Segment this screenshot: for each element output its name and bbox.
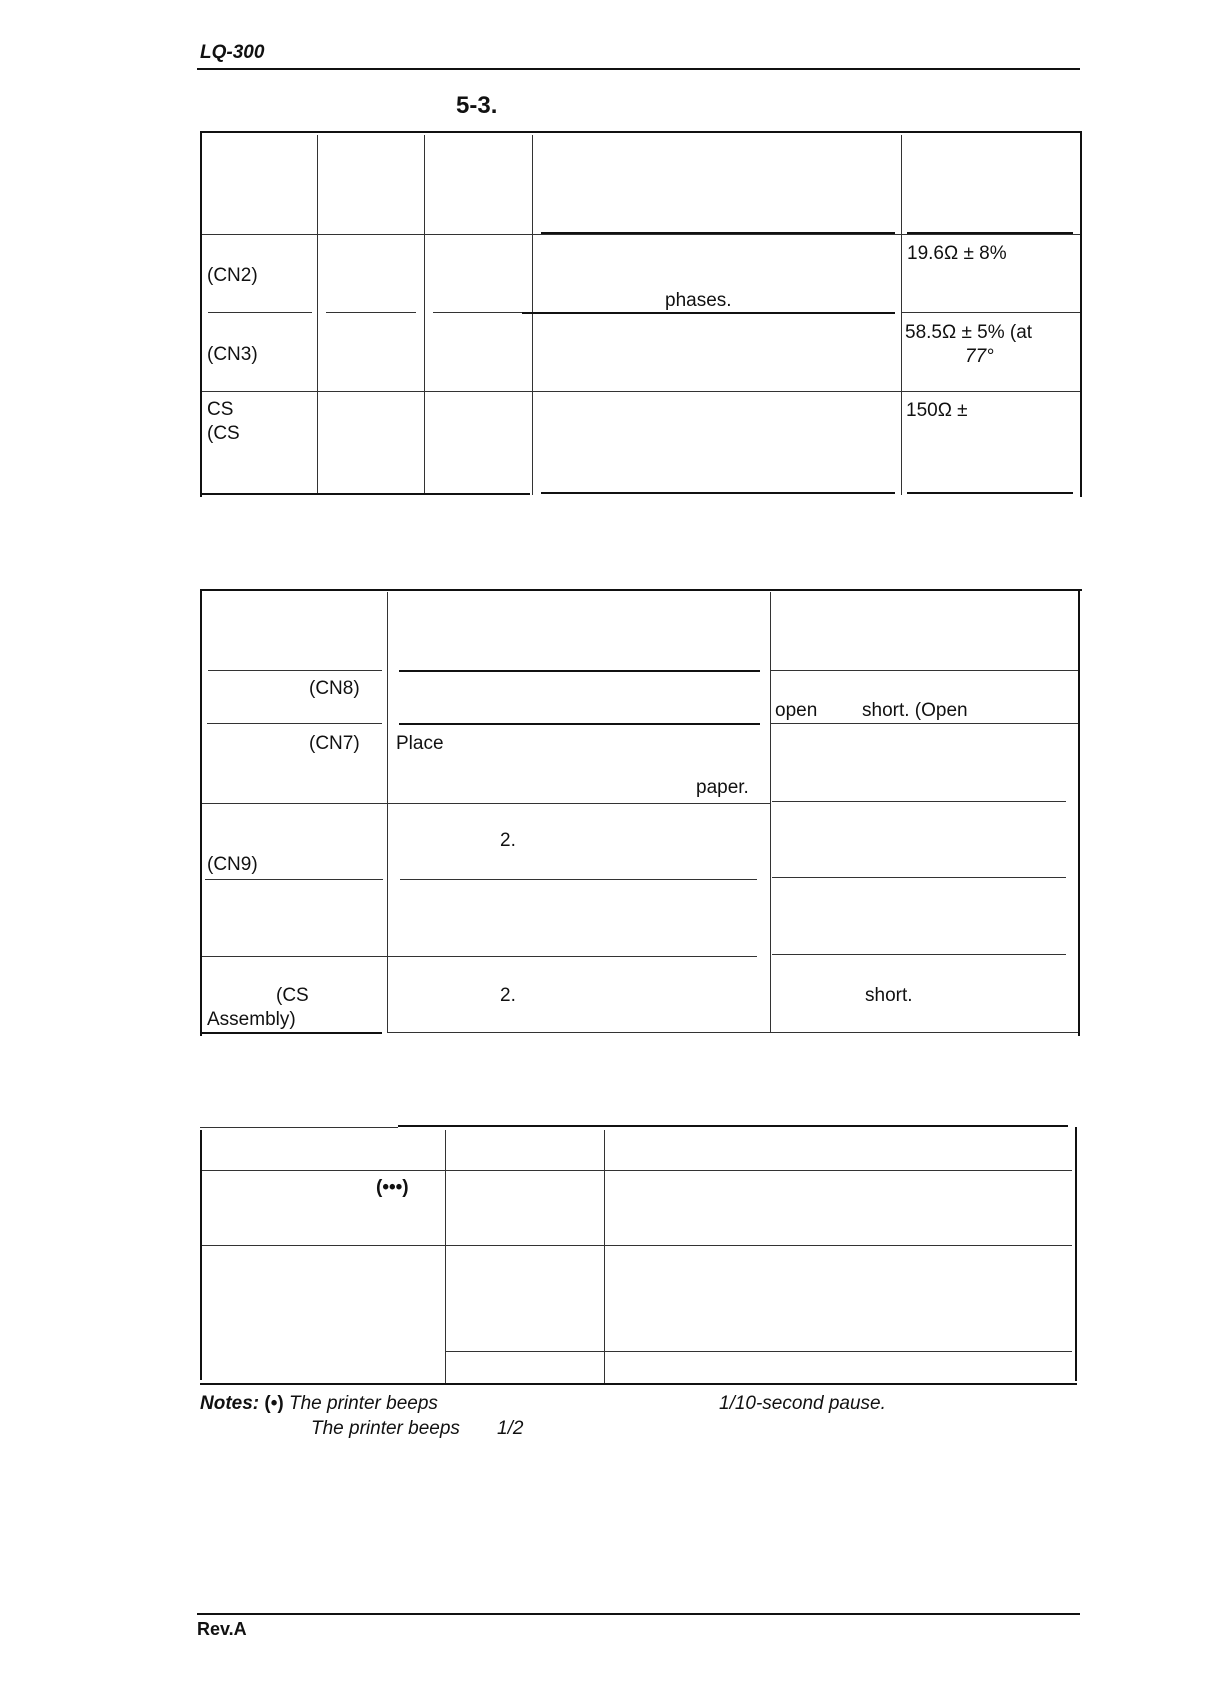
table2-row4-result: short.	[865, 985, 913, 1006]
table2-rule	[772, 954, 1066, 955]
table1-row1-spec: phases.	[665, 290, 732, 311]
table1-rule	[541, 232, 895, 234]
notes-text-2a: The printer beeps	[311, 1418, 460, 1439]
table2-col-divider	[770, 592, 771, 1032]
table2-row2-action-2: paper.	[696, 777, 749, 798]
table1-row2-resistance: 58.5Ω ± 5% (at	[905, 322, 1033, 343]
table1-col-divider	[901, 135, 902, 495]
table2-row1-result-2: short. (Open	[862, 700, 968, 721]
table3-row-divider	[202, 1245, 1072, 1246]
table2-row3-action: 2.	[500, 830, 516, 851]
notes-text-1a: The printer beeps	[289, 1393, 438, 1414]
notes-line-1	[200, 1393, 438, 1415]
table1-col-divider	[532, 135, 533, 495]
table1-right-border	[1080, 131, 1082, 497]
table1-rule	[907, 232, 1073, 234]
table2-row2-action: Place	[396, 733, 444, 754]
table2-bottom-border	[387, 1032, 1078, 1033]
table2-right-border	[1078, 589, 1080, 1036]
table2-rule	[399, 670, 760, 672]
table3-bottom-border	[200, 1383, 1077, 1385]
table1-rule	[433, 312, 523, 313]
table1-row-divider	[202, 234, 1080, 235]
table3-right-border	[1075, 1127, 1077, 1381]
notes-symbol: (•)	[264, 1393, 284, 1414]
table2-rule	[771, 723, 1078, 724]
table2-rule	[772, 877, 1066, 878]
table-caption-number: 5-3.	[456, 92, 498, 119]
table2-row1-id: (CN8)	[309, 678, 360, 699]
table2-rule	[771, 670, 1078, 671]
table2-row2-id: (CN7)	[309, 733, 360, 754]
table2-rule	[205, 879, 383, 880]
table1-rule	[326, 312, 416, 313]
table3-left-border	[200, 1130, 202, 1380]
table1-rule	[907, 492, 1073, 494]
notes-text-1b: 1/10-second pause.	[719, 1393, 886, 1414]
notes-text-2b: 1/2	[497, 1418, 524, 1439]
table2-rule	[208, 670, 382, 671]
table2-rule	[399, 723, 760, 725]
header-rule	[197, 68, 1080, 70]
table1-bottom-border	[200, 493, 530, 495]
table2-row4-action: 2.	[500, 985, 516, 1006]
table3-top-border	[200, 1127, 398, 1128]
document-header-title: LQ-300	[200, 42, 265, 63]
table1-left-border	[200, 131, 202, 497]
table2-row4-id-2: Assembly)	[207, 1009, 296, 1030]
table1-row1-resistance: 19.6Ω ± 8%	[907, 243, 1007, 264]
table2-col-divider	[387, 592, 388, 1032]
footer-rule	[197, 1613, 1080, 1615]
footer-revision: Rev.A	[197, 1619, 247, 1639]
table3-row1-pattern: (•••)	[376, 1177, 409, 1198]
table1-row-divider	[202, 391, 1080, 392]
table2-row1-result: open	[775, 700, 818, 721]
table1-rule	[522, 312, 895, 314]
table2-top-border	[200, 589, 1082, 591]
table2-row3-id: (CN9)	[207, 854, 258, 875]
notes-label: Notes:	[200, 1393, 260, 1414]
table1-row3-resistance: 150Ω ±	[906, 400, 968, 421]
table1-row3-id-2: (CS	[207, 423, 240, 444]
table1-col-divider	[317, 135, 318, 495]
table1-row3-id: CS	[207, 399, 234, 420]
table3-col-divider	[604, 1130, 605, 1383]
table2-left-border	[200, 589, 202, 1036]
table3-col-divider	[445, 1130, 446, 1383]
table3-row-divider	[202, 1170, 1072, 1171]
table2-bottom-border	[202, 1032, 382, 1034]
table1-col-divider	[424, 135, 425, 495]
table1-row2-resistance-note: 77°	[965, 346, 994, 367]
table1-rule	[541, 492, 895, 494]
table3-top-border	[398, 1125, 1068, 1127]
table2-row-divider	[202, 803, 770, 804]
table3-row-divider	[446, 1351, 1072, 1352]
table2-rule	[772, 801, 1066, 802]
table1-rule	[901, 312, 1080, 313]
table2-rule	[207, 723, 382, 724]
table1-rule	[208, 312, 312, 313]
table1-row2-id: (CN3)	[207, 344, 258, 365]
table1-row1-id: (CN2)	[207, 265, 258, 286]
table2-row-divider	[202, 956, 757, 957]
table1-top-border	[200, 131, 1082, 133]
table2-rule	[400, 879, 757, 880]
table2-row4-id: (CS	[276, 985, 309, 1006]
